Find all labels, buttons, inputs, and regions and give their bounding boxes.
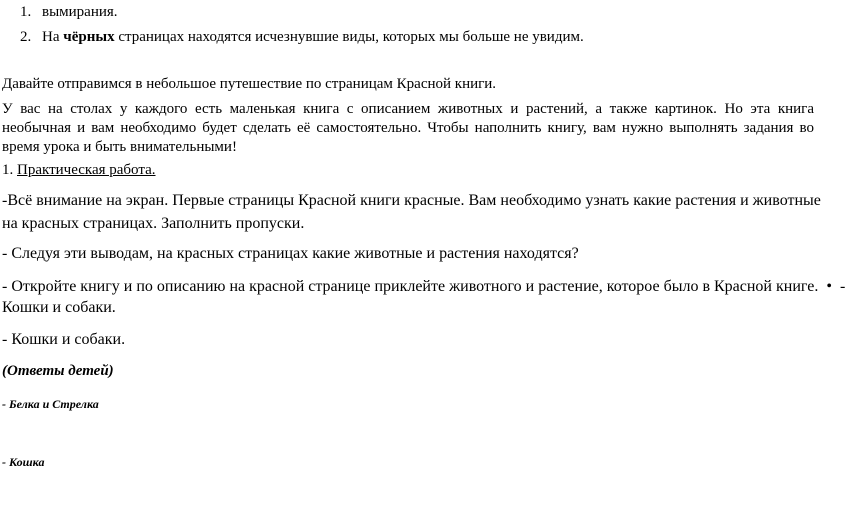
list-item: 1. вымирания. <box>20 4 118 20</box>
answer-line: - Кошка <box>2 455 45 469</box>
task-line: - Откройте книгу и по описанию на красной странице приклейте животного и растение, которое было в Красной книге. • - <box>2 278 845 295</box>
paragraph-line: время урока и быть внимательными! <box>2 139 237 155</box>
intro-text: Давайте отправимся в небольшое путешествие по страницам Красной книги. <box>2 76 497 92</box>
paragraph-line: необычная и вам необходимо будет сделать её самостоятельно. Чтобы наполнить книгу, вам нужно выполнять задания во <box>2 120 814 136</box>
task-line: Кошки и собаки. <box>2 299 116 316</box>
task-line: - Следуя эти выводам, на красных страницах какие животные и растения находятся? <box>2 245 579 262</box>
list-item: 2. На чёрных страницах находятся исчезнувшие виды, которых мы больше не увидим. <box>20 29 584 45</box>
task-line: -Всё внимание на экран. Первые страницы Красной книги красные. Вам необходимо узнать какие растения и животные <box>2 192 821 209</box>
task-line: - Кошки и собаки. <box>2 331 126 348</box>
paragraph-line: У вас на столах у каждого есть маленькая книга с описанием животных и растений, а также картинок. Но эта книга <box>2 101 814 117</box>
answers-heading: (Ответы детей) <box>2 363 114 379</box>
task-line: на красных страницах. Заполнить пропуски. <box>2 215 305 232</box>
bullet-icon: • <box>826 278 832 295</box>
answer-line: - Белка и Стрелка <box>2 397 99 411</box>
section-heading: 1. Практическая работа. <box>2 162 156 178</box>
